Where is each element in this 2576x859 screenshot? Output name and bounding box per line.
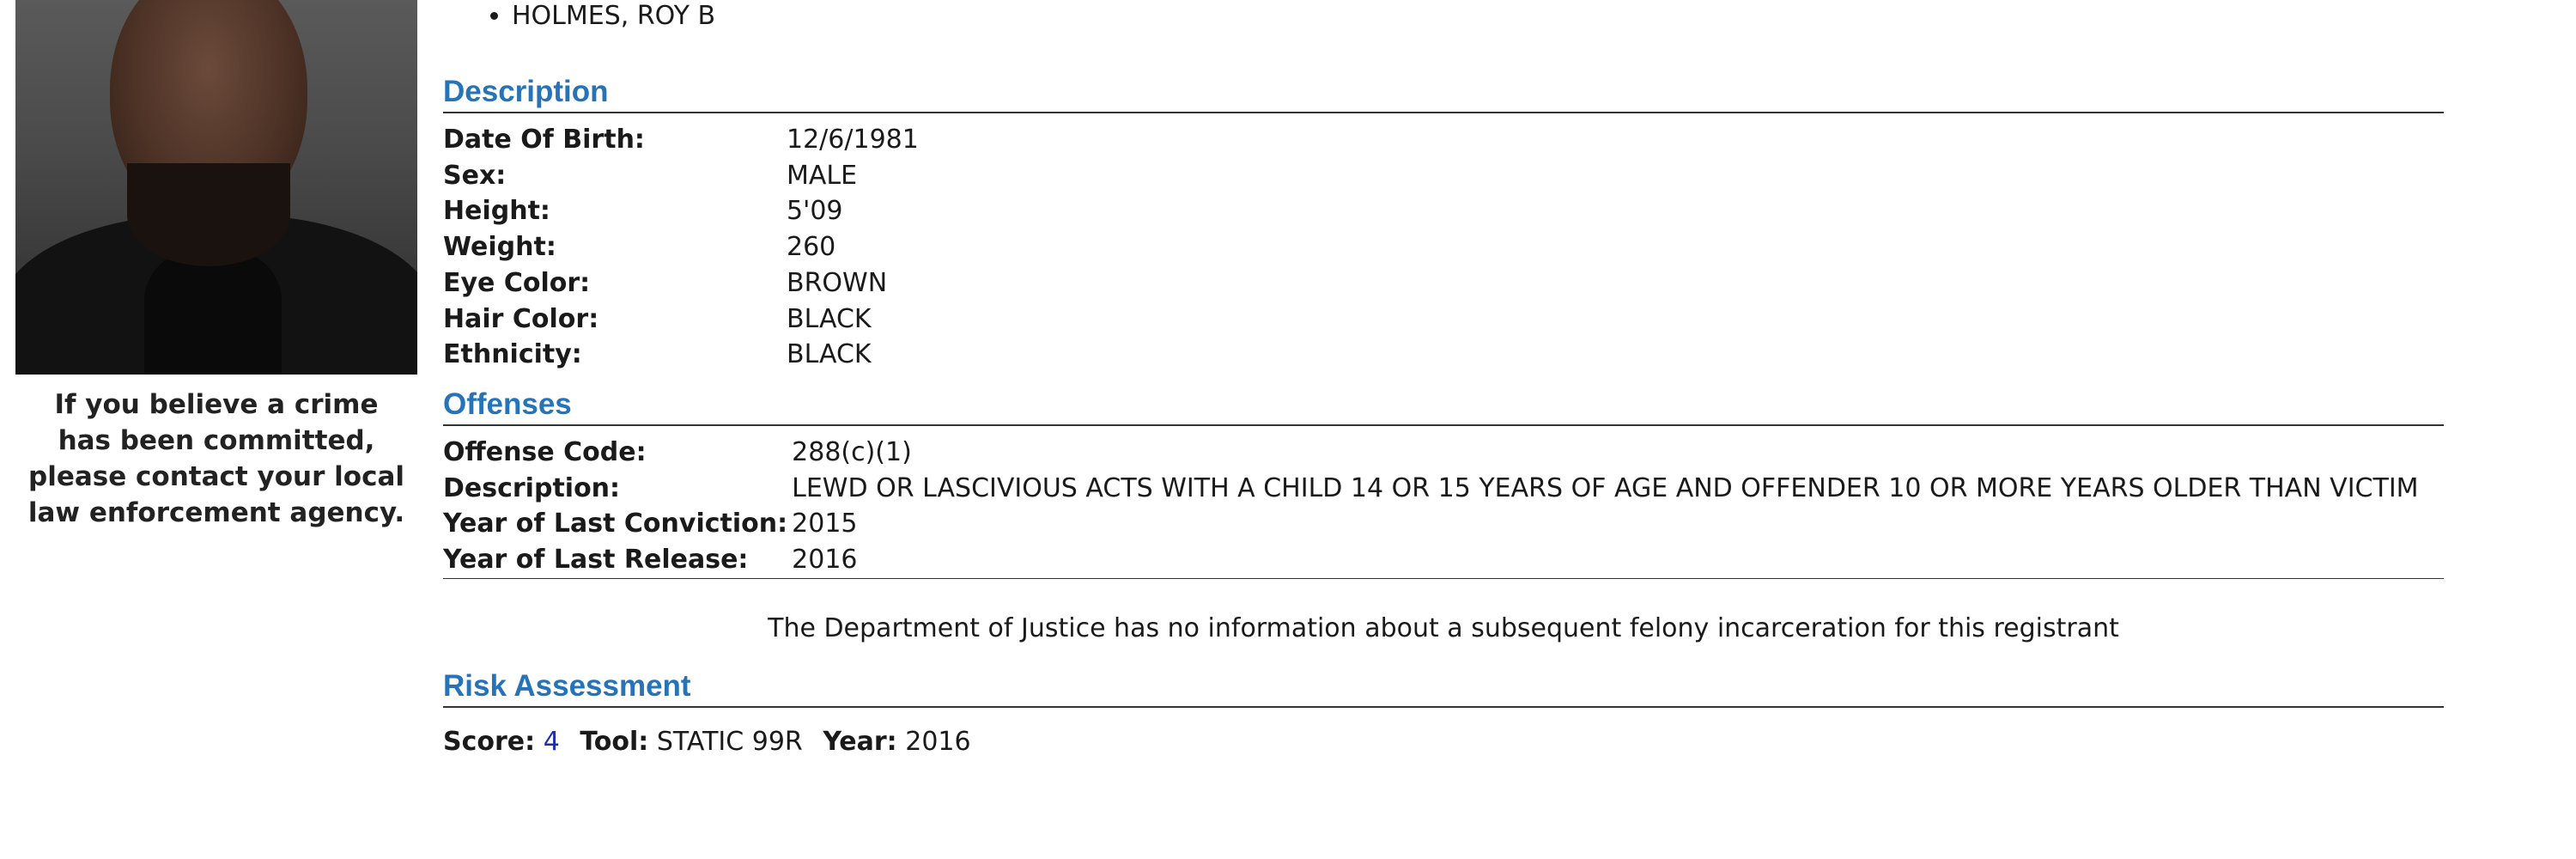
ethnicity-value: BLACK (787, 339, 872, 370)
law-enforcement-notice: If you believe a crime has been committed, please contact your local law enforcement agency. (27, 389, 405, 528)
risk-assessment-heading: Risk Assessment (443, 668, 2444, 708)
year-label: Year: (823, 726, 897, 757)
offense-code-value: 288(c)(1) (792, 436, 912, 467)
weight-label: Weight: (443, 232, 556, 263)
table-row (443, 542, 2444, 578)
last-release-value: 2016 (792, 545, 858, 576)
main-content (443, 0, 2444, 759)
alias-list (443, 0, 2444, 33)
table-row (443, 122, 2418, 158)
last-conviction-value: 2015 (792, 509, 858, 539)
description-heading: Description (443, 74, 2444, 113)
photo-beard (127, 163, 290, 266)
year-value: 2016 (905, 726, 971, 757)
table-row (443, 506, 2444, 542)
table-row (443, 435, 2444, 471)
weight-value: 260 (787, 232, 836, 263)
offense-description-value: LEWD OR LASCIVIOUS ACTS WITH A CHILD 14 OR 15 YEARS OF AGE AND OFFENDER 10 OR MORE YEARS OLDER THAN VICTIM (792, 472, 2419, 503)
score-value-link[interactable]: 4 (543, 726, 560, 757)
offense-description-label: Description: (443, 472, 621, 503)
eye-color-label: Eye Color: (443, 267, 591, 298)
height-label: Height: (443, 196, 550, 227)
sex-value: MALE (787, 160, 858, 191)
tool-value: STATIC 99R (656, 726, 803, 757)
risk-assessment-line (443, 725, 2444, 759)
table-row (443, 193, 2418, 229)
ethnicity-label: Ethnicity: (443, 339, 582, 370)
dob-value: 12/6/1981 (787, 125, 919, 155)
eye-color-value: BROWN (787, 267, 888, 298)
score-label: Score: (443, 726, 536, 757)
table-row (443, 229, 2418, 265)
offenses-table (443, 435, 2444, 579)
hair-color-label: Hair Color: (443, 303, 599, 334)
sex-label: Sex: (443, 160, 507, 191)
alias-item: • HOLMES, ROY B (512, 0, 2444, 33)
table-row (443, 265, 2418, 302)
doj-incarceration-note: The Department of Justice has no information about a subsequent felony incarceration for this registrant (768, 612, 2119, 643)
hair-color-value: BLACK (787, 303, 872, 334)
table-row (443, 302, 2418, 338)
offense-code-label: Offense Code: (443, 436, 647, 467)
dob-label: Date Of Birth: (443, 125, 645, 155)
left-column (15, 0, 417, 531)
height-value: 5'09 (787, 196, 843, 227)
table-row (443, 337, 2418, 373)
tool-label: Tool: (580, 726, 649, 757)
table-row (443, 471, 2444, 507)
description-table (443, 122, 2418, 373)
photo-collar (144, 249, 282, 375)
registrant-photo (15, 0, 417, 375)
last-conviction-label: Year of Last Conviction: (443, 509, 788, 539)
last-release-label: Year of Last Release: (443, 545, 749, 576)
offenses-heading: Offenses (443, 387, 2444, 426)
table-row (443, 158, 2418, 194)
